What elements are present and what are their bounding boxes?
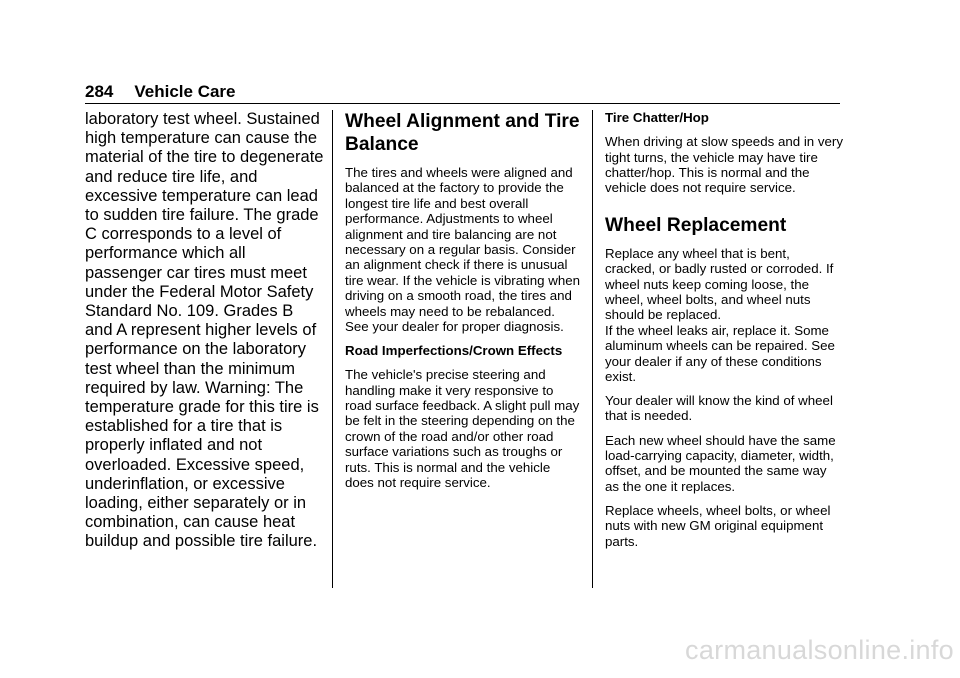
page-header bbox=[85, 82, 236, 102]
column-right bbox=[605, 110, 843, 549]
heading-wheel-replacement: Wheel Replacement bbox=[605, 214, 787, 236]
paragraph-road-imperfections: The vehicle's precise steering and handling make it very responsive to road surface feedback. A slight pull may be felt in the steering depending on the crown of the road and/or other road surface variations such as troughs or ruts. This is normal and the vehicle does not require service. bbox=[345, 367, 580, 491]
section-title: Vehicle Care bbox=[134, 82, 236, 101]
paragraph-temperature-grade: laboratory test wheel. Sustained high temperature can cause the material of the tire to degenerate and reduce tire life, and excessive temperature can lead to sudden tire failure. The grade C corresponds to a level of performance which all passenger car tires must meet under the Federal Motor Safety Standard No. 109. Grades B and A represent higher levels of performance on the laboratory test wheel than the minimum required by law. Warning: The temperature grade for this tire is established for a tire that is properly inflated and not overloaded. Excessive speed, underinflation, or excessive loading, either separately or in combination, can cause heat buildup and possible tire failure. bbox=[85, 110, 324, 551]
paragraph-tire-chatter: When driving at slow speeds and in very tight turns, the vehicle may have tire chatter/hop. This is normal and the vehicle does not require service. bbox=[605, 134, 843, 196]
subheading-tire-chatter: Tire Chatter/Hop bbox=[605, 110, 709, 125]
paragraph-alignment: The tires and wheels were aligned and balanced at the factory to provide the longest tire life and best overall performance. Adjustments to wheel alignment and tire balancing are not necessary on a regular basis. Consider an alignment check if there is unusual tire wear. If the vehicle is vibrating when driving on a smooth road, the tires and wheels may need to be rebalanced. See your dealer for proper diagnosis. bbox=[345, 165, 581, 335]
paragraph-leaks-air: If the wheel leaks air, replace it. Some aluminum wheels can be repaired. See your dealer if any of these conditions exist. bbox=[605, 322, 835, 384]
page-number: 284 bbox=[85, 82, 114, 101]
column-left bbox=[85, 110, 325, 552]
column-divider-right bbox=[592, 110, 593, 588]
paragraph-dealer-kind: Your dealer will know the kind of wheel that is needed. bbox=[605, 393, 833, 424]
subheading-road-imperfections: Road Imperfections/Crown Effects bbox=[345, 343, 563, 359]
heading-wheel-alignment: Wheel Alignment and Tire Balance bbox=[345, 111, 580, 155]
column-middle bbox=[345, 110, 581, 491]
header-rule bbox=[85, 103, 840, 104]
paragraph-gm-parts: Replace wheels, wheel bolts, or wheel nuts with new GM original equipment parts. bbox=[605, 502, 831, 549]
paragraph-new-wheel: Each new wheel should have the same load-carrying capacity, diameter, width, offset, and be mounted the same way as the one it replaces. bbox=[605, 432, 836, 494]
watermark: carmanualsonline.info bbox=[685, 635, 954, 665]
column-divider-left bbox=[332, 110, 333, 588]
paragraph-replace-wheel: Replace any wheel that is bent, cracked, or badly rusted or corroded. If wheel nuts keep coming loose, the wheel, wheel bolts, and wheel nuts should be replaced. bbox=[605, 245, 834, 323]
